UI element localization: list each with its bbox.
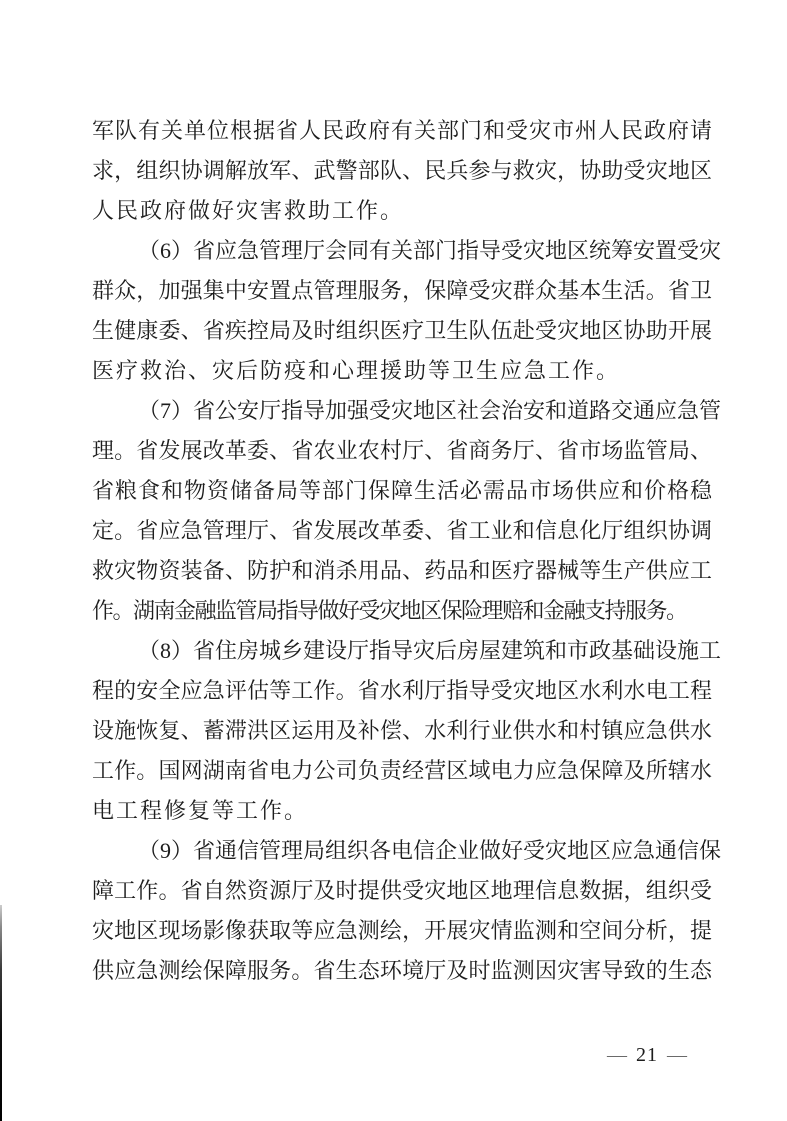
footer-left-dash: — — [607, 1044, 627, 1066]
text-line-paragraph-8-start: （8）省住房城乡建设厅指导灾后房屋建筑和市政基础设施工 — [138, 638, 722, 663]
text-line: 作。湖南金融监管局指导做好受灾地区保险理赔和金融支持服务。 — [92, 598, 687, 623]
text-line-paragraph-9-start: （9）省通信管理局组织各电信企业做好受灾地区应急通信保 — [138, 838, 722, 863]
text-line: 障工作。省自然资源厅及时提供受灾地区地理信息数据，组织受 — [92, 878, 712, 903]
text-line: 供应急测绘保障服务。省生态环境厅及时监测因灾害导致的生态 — [92, 958, 712, 983]
scan-edge-artifact — [0, 905, 2, 1121]
text-line-paragraph-6-start: （6）省应急管理厅会同有关部门指导受灾地区统筹安置受灾 — [138, 238, 722, 263]
text-line: 理。省发展改革委、省农业农村厅、省商务厅、省市场监管局、 — [92, 438, 712, 463]
text-line: 程的安全应急评估等工作。省水利厅指导受灾地区水利水电工程 — [92, 678, 712, 703]
text-line: 灾地区现场影像获取等应急测绘，开展灾情监测和空间分析，提 — [92, 918, 712, 943]
text-line: 定。省应急管理厅、省发展改革委、省工业和信息化厅组织协调 — [92, 518, 712, 543]
text-line: 电工程修复等工作。 — [92, 798, 309, 823]
text-line: 工作。国网湖南省电力公司负责经营区域电力应急保障及所辖水 — [92, 758, 712, 783]
text-line: 省粮食和物资储备局等部门保障生活必需品市场供应和价格稳 — [92, 478, 712, 503]
text-line: 群众，加强集中安置点管理服务，保障受灾群众基本生活。省卫 — [92, 278, 712, 303]
page-footer — [598, 1042, 696, 1068]
text-line: 求，组织协调解放军、武警部队、民兵参与救灾，协助受灾地区 — [92, 158, 712, 183]
page-number: 21 — [636, 1044, 658, 1066]
footer-right-dash: — — [667, 1044, 687, 1066]
text-line: 军队有关单位根据省人民政府有关部门和受灾市州人民政府请 — [92, 118, 712, 143]
text-line: 医疗救治、灾后防疫和心理援助等卫生应急工作。 — [92, 358, 621, 383]
document-body — [92, 111, 722, 991]
text-line: 救灾物资装备、防护和消杀用品、药品和医疗器械等生产供应工 — [92, 558, 712, 583]
text-line: 人民政府做好灾害救助工作。 — [92, 198, 405, 223]
text-line: 设施恢复、蓄滞洪区运用及补偿、水利行业供水和村镇应急供水 — [92, 718, 712, 743]
text-line-paragraph-7-start: （7）省公安厅指导加强受灾地区社会治安和道路交通应急管 — [138, 398, 722, 423]
text-line: 生健康委、省疾控局及时组织医疗卫生队伍赴受灾地区协助开展 — [92, 318, 712, 343]
